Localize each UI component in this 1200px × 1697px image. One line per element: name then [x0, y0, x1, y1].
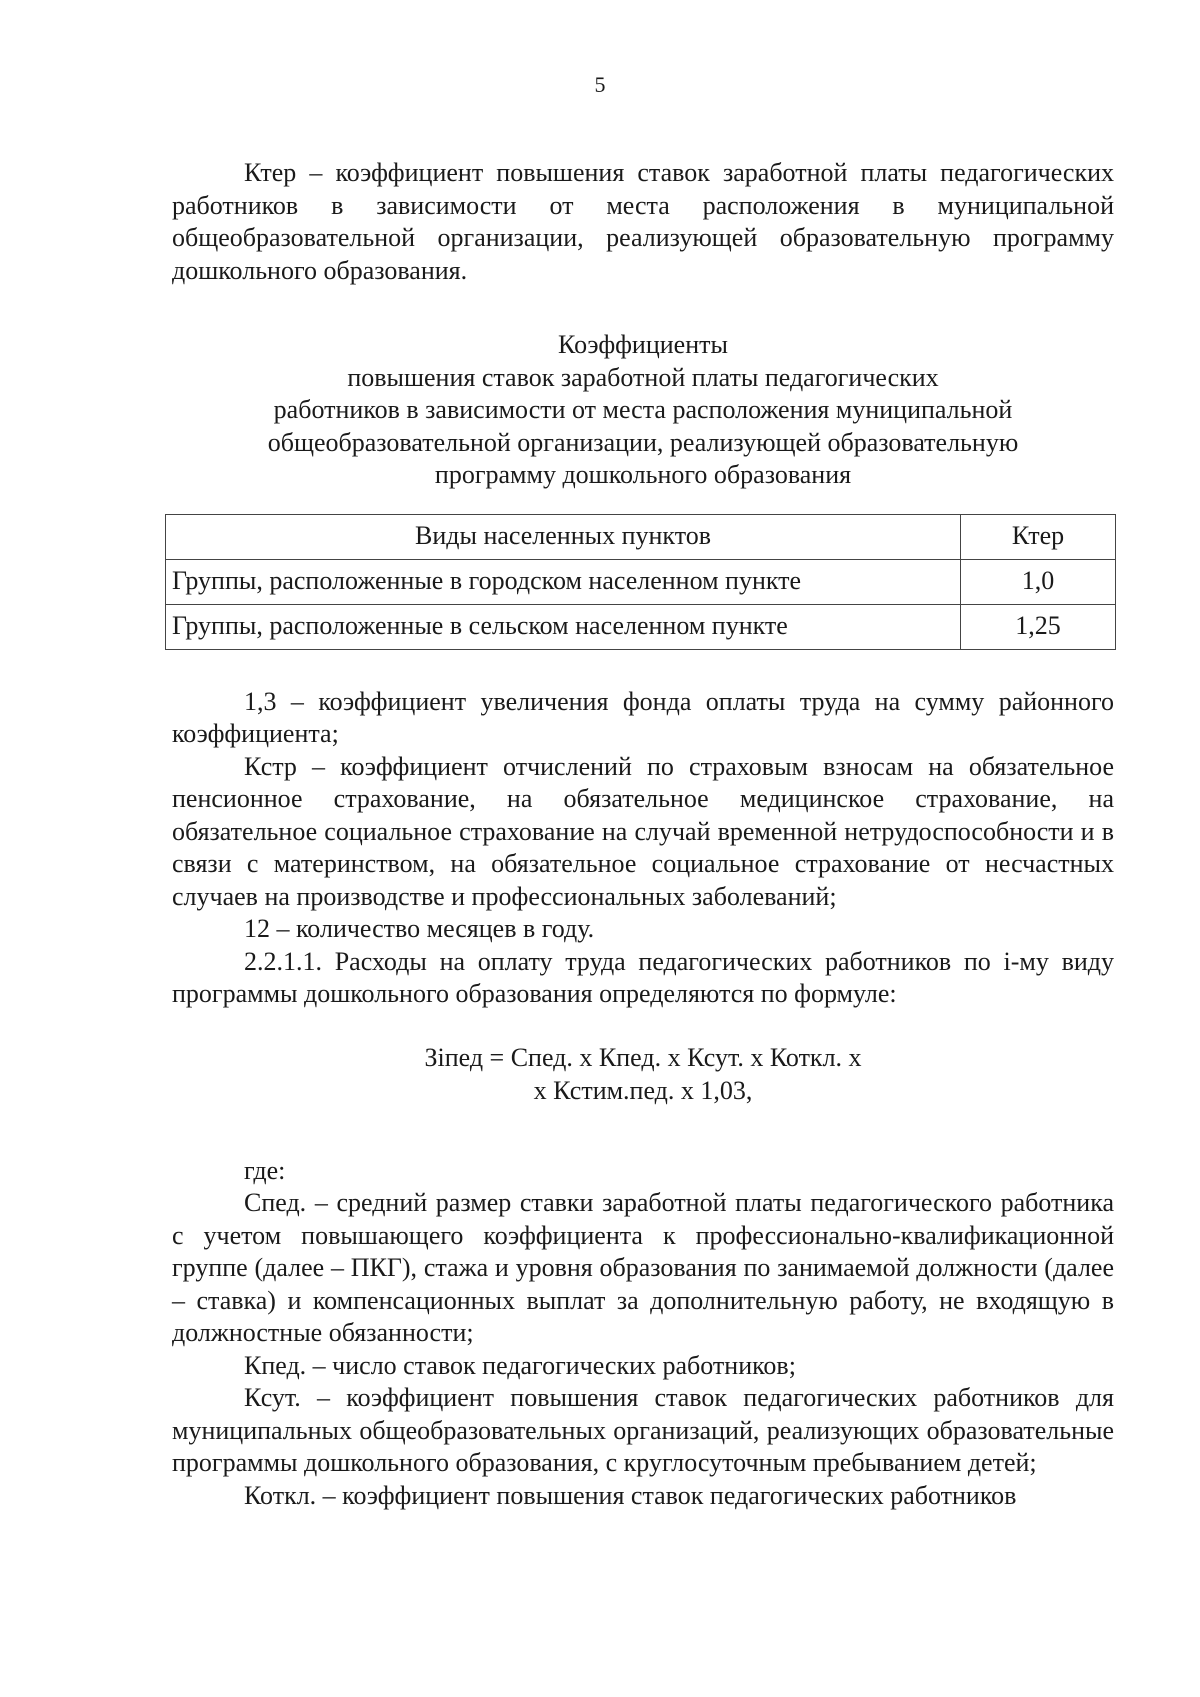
- coefficients-description: [172, 686, 1114, 1011]
- table-header-row: [166, 514, 1116, 559]
- paragraph: 12 – количество месяцев в году.: [244, 914, 595, 943]
- definition-paragraph: Ксут. – коэффициент повышения ставок педагогических работников для муниципальных общеобразовательных организаций, реализующих образовательные программы дошкольного образования, с круглосуточным пребыванием детей;: [172, 1383, 1114, 1477]
- table-row: [166, 559, 1116, 604]
- definition-paragraph: Спед. – средний размер ставки заработной платы педагогического работника с учетом повышающего коэффициента к профессионально-квалификационной группе (далее – ПКГ), стажа и уровня образования по занимаемой должности (далее – ставка) и компенсационных выплат за дополнительную работу, не входящую в должностные обязанности;: [172, 1188, 1114, 1347]
- formula: [172, 1041, 1114, 1107]
- definition-paragraph: Кпед. – число ставок педагогических работников;: [244, 1350, 796, 1380]
- heading-line: общеобразовательной организации, реализующей образовательную: [267, 427, 1019, 457]
- table-cell: 1,25: [961, 604, 1116, 649]
- paragraph: 1,3 – коэффициент увеличения фонда оплаты труда на сумму районного коэффициента;: [172, 686, 1114, 748]
- table-cell: Группы, расположенные в сельском населенном пункте: [166, 604, 961, 649]
- heading-line: повышения ставок заработной платы педагогических: [347, 362, 939, 392]
- table-cell: 1,0: [961, 559, 1116, 604]
- table-row: [166, 604, 1116, 649]
- paragraph: Кстр – коэффициент отчислений по страховым взносам на обязательное пенсионное страхование, на обязательное медицинское страхование, на обязательное социальное страхование на случай временной нетрудоспособности и в связи с материнством, на обязательное социальное страхование от несчастных случаев на производстве и профессиональных заболеваний;: [172, 751, 1114, 911]
- definitions-block: [172, 1155, 1114, 1513]
- where-label: где:: [244, 1155, 286, 1185]
- paragraph: 2.2.1.1. Расходы на оплату труда педагогических работников по i-му виду программы дошкольного образования определяются по формуле:: [172, 946, 1114, 1008]
- formula-line: х Кстим.пед. х 1,03,: [533, 1075, 753, 1105]
- definition-paragraph: Коткл. – коэффициент повышения ставок педагогических работников: [244, 1480, 1017, 1510]
- heading-line: программу дошкольного образования: [434, 460, 852, 489]
- heading-line: работников в зависимости от места расположения муниципальной: [273, 395, 1013, 424]
- table-cell: Группы, расположенные в городском населенном пункте: [166, 559, 961, 604]
- heading-line: Коэффициенты: [558, 330, 728, 359]
- page-number: 5: [594, 72, 606, 97]
- table-heading: [172, 329, 1114, 492]
- table-header-cell: Ктер: [961, 514, 1116, 559]
- table-header-cell: Виды населенных пунктов: [166, 514, 961, 559]
- kter-table: [165, 514, 1116, 650]
- intro-paragraph: Ктер – коэффициент повышения ставок заработной платы педагогических работников в зависимости от места расположения в муниципальной общеобразовательной организации, реализующей образовательную программу дошкольного образования.: [172, 158, 1114, 285]
- formula-line: Зiпед = Спед. х Кпед. х Ксут. х Коткл. х: [424, 1042, 862, 1072]
- document-body: [172, 157, 1114, 1512]
